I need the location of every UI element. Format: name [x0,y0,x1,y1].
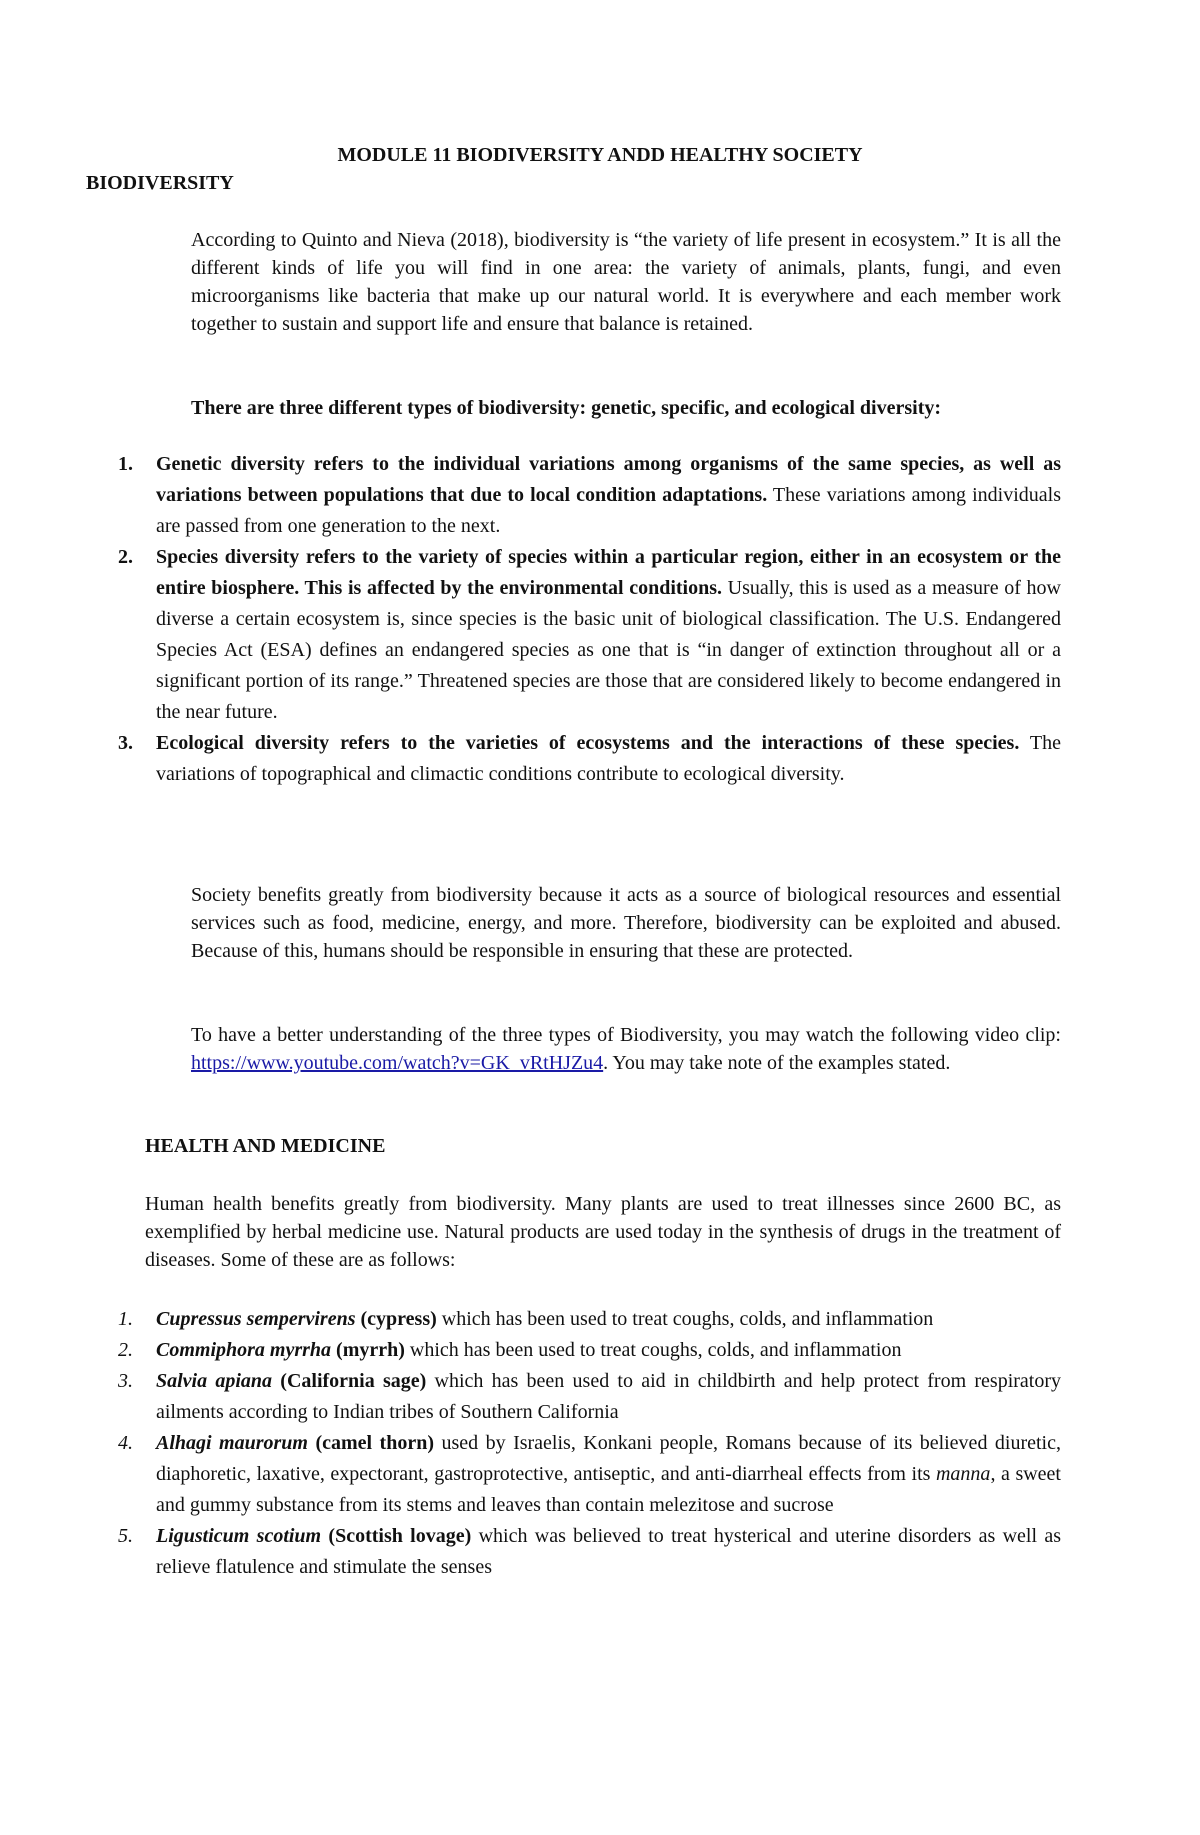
module-title: MODULE 11 BIODIVERSITY ANDD HEALTHY SOCIETY [337,144,863,166]
species-name: Cupressus sempervirens [156,1308,356,1330]
list-number: 1. [118,1308,133,1330]
type-description: The variations of topographical and climactic conditions contribute to ecological diversity. [156,732,1061,785]
plant-description: used by Israelis, Konkani people, Romans because of its believed diuretic, diaphoretic, laxative, expectorant, gastroprotective, antiseptic, and anti-diarrheal effects from its [156,1432,1061,1485]
plant-description: which was believed to treat hysterical and uterine disorders as well as relieve flatulence and stimulate the senses [156,1525,1061,1578]
list-number: 3. [118,1370,133,1392]
video-link[interactable]: https://www.youtube.com/watch?v=GK_vRtHJZu4 [191,1052,604,1074]
medicinal-plants-list [118,1304,1061,1583]
plant-description: which has been used to treat coughs, colds, and inflammation [436,1308,934,1330]
list-item [118,1366,1061,1428]
list-number: 4. [118,1432,133,1454]
biodiversity-types-list [118,449,1061,790]
type-description: Usually, this is used as a measure of how diverse a certain ecosystem is, since species is the basic unit of biological classification. The U.S. Endangered Species Act (ESA) defines an endangered species as one that is “in danger of extinction throughout all or a significant portion of its range.” Threatened species are those that are considered likely to become endangered in the near future. [156,577,1061,723]
species-name: Salvia apiana [156,1370,273,1392]
plant-description: which has been used to treat coughs, colds, and inflammation [404,1339,902,1361]
society-paragraph: Society benefits greatly from biodiversity because it acts as a source of biological resources and essential services such as food, medicine, energy, and more. Therefore, biodiversity can be exploited and abused. Because of this, humans should be responsible in ensuring that these are protected. [191,884,1061,962]
list-item [118,1521,1061,1583]
section-heading-biodiversity: BIODIVERSITY [86,172,234,194]
list-item [118,1428,1061,1521]
list-number: 5. [118,1525,133,1547]
section-heading-health: HEALTH AND MEDICINE [145,1135,386,1157]
list-item [118,1335,1061,1366]
common-name: (myrrh) [331,1339,405,1361]
list-number: 2. [118,546,133,568]
plant-description-continued: , a sweet and gummy substance from its stems and leaves than contain melezitose and sucrose [156,1463,1061,1516]
common-name: (camel thorn) [307,1432,434,1454]
species-name: Commiphora myrrha [156,1339,332,1361]
list-number: 3. [118,732,133,754]
common-name: (cypress) [355,1308,437,1330]
species-name: Ligusticum scotium [156,1525,322,1547]
video-text-after: . You may take note of the examples stated. [603,1052,951,1074]
list-number: 2. [118,1339,133,1361]
list-number: 1. [118,453,133,475]
type-description: These variations among individuals are passed from one generation to the next. [156,484,1061,537]
list-item [118,449,1061,542]
video-text-before: To have a better understanding of the three types of Biodiversity, you may watch the following video clip: [191,1024,1061,1046]
video-paragraph [191,1021,1061,1077]
type-definition: Species diversity refers to the variety of species within a particular region, either in an ecosystem or the entire biosphere. This is affected by the environmental conditions. [156,546,1061,599]
list-item [118,542,1061,728]
intro-paragraph: According to Quinto and Nieva (2018), biodiversity is “the variety of life present in ecosystem.” It is all the different kinds of life you will find in one area: the variety of animals, plants, fungi, and even microorganisms like bacteria that make up our natural world. It is everywhere and each member work together to sustain and support life and ensure that balance is retained. [191,229,1061,335]
types-intro-paragraph: There are three different types of biodiversity: genetic, specific, and ecological diversity: [191,397,942,419]
common-name: (California sage) [272,1370,427,1392]
manna-term: manna [935,1463,991,1485]
type-definition: Genetic diversity refers to the individual variations among organisms of the same species, as well as variations between populations that due to local condition adaptations. [156,453,1061,506]
list-item [118,728,1061,790]
type-definition: Ecological diversity refers to the varieties of ecosystems and the interactions of these species. [156,732,1020,754]
list-item [118,1304,1061,1335]
plant-description: which has been used to aid in childbirth and help protect from respiratory ailments according to Indian tribes of Southern California [156,1370,1061,1423]
health-paragraph: Human health benefits greatly from biodiversity. Many plants are used to treat illnesses since 2600 BC, as exemplified by herbal medicine use. Natural products are used today in the synthesis of drugs in the treatment of diseases. Some of these are as follows: [145,1193,1061,1271]
species-name: Alhagi maurorum [156,1432,308,1454]
common-name: (Scottish lovage) [321,1525,472,1547]
